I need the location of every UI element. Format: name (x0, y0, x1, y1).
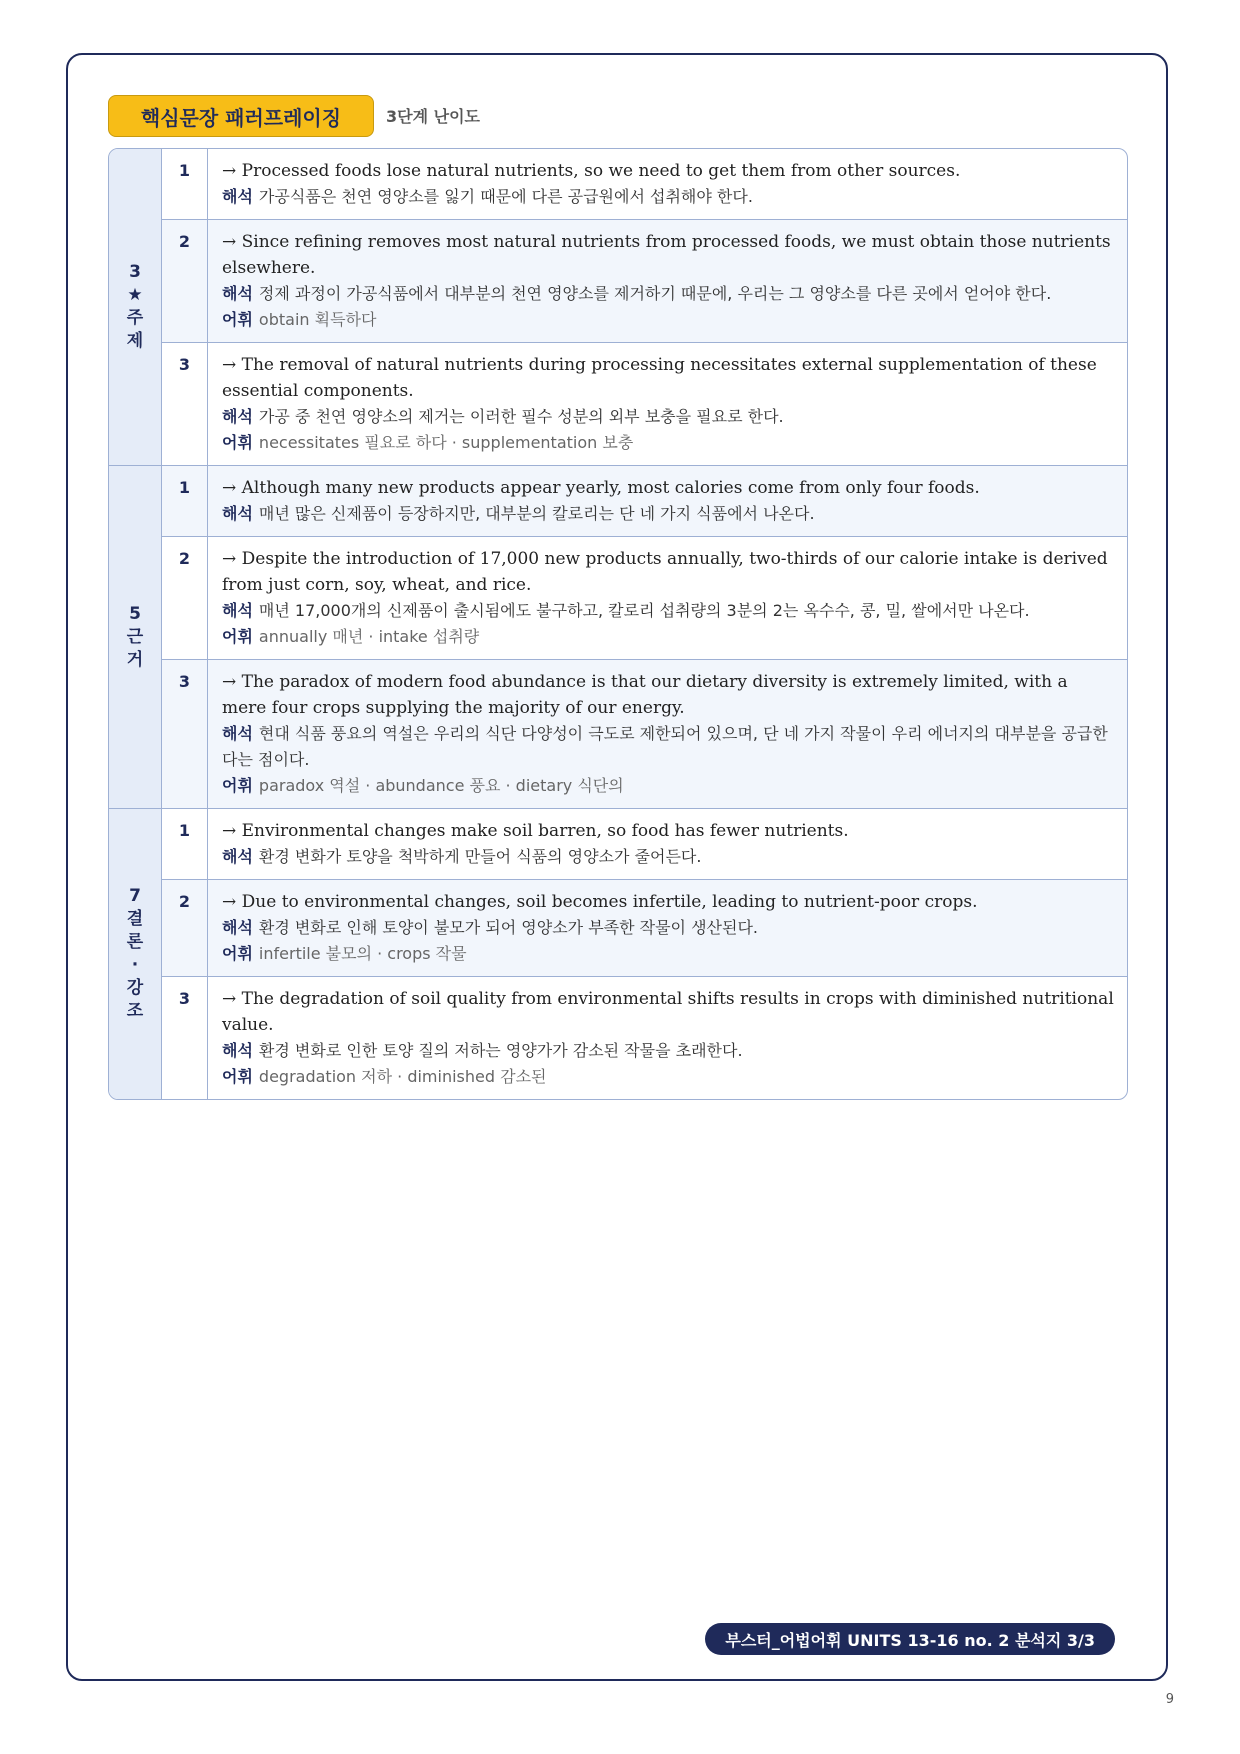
table-row (162, 660, 1127, 808)
row-number: 3 (162, 343, 208, 465)
table-row (162, 880, 1127, 977)
translation-line: 해석 환경 변화로 인해 토양이 불모가 되어 영양소가 부족한 작물이 생산된다. (222, 918, 759, 937)
vocab-line: 어휘 infertile 불모의 · crops 작물 (222, 944, 467, 963)
english-sentence: → The removal of natural nutrients during processing necessitates external supplementation of these essential components. (222, 355, 1097, 401)
english-sentence: → Environmental changes make soil barren, so food has fewer nutrients. (222, 821, 849, 841)
row-number: 2 (162, 880, 208, 976)
vocab-line: 어휘 paradox 역설 · abundance 풍요 · dietary 식단의 (222, 776, 624, 795)
english-sentence: → The degradation of soil quality from environmental shifts results in crops with diminished nutritional value. (222, 989, 1114, 1035)
english-sentence: → Due to environmental changes, soil becomes infertile, leading to nutrient-poor crops. (222, 892, 978, 912)
vocab-line: 어휘 obtain 획득하다 (222, 310, 377, 329)
table-row (162, 809, 1127, 880)
group-conclusion (109, 809, 1127, 1099)
row-number: 3 (162, 660, 208, 808)
vocab-line: 어휘 degradation 저하 · diminished 감소된 (222, 1067, 547, 1086)
table-row (162, 466, 1127, 537)
group-label: 5근거 (109, 466, 162, 808)
row-number: 1 (162, 466, 208, 536)
table-row (162, 149, 1127, 220)
vocab-line: 어휘 annually 매년 · intake 섭취량 (222, 627, 480, 646)
translation-line: 해석 현대 식품 풍요의 역설은 우리의 식단 다양성이 극도로 제한되어 있으며, 단 네 가지 작물이 우리 에너지의 대부분을 공급한다는 점이다. (222, 724, 1108, 769)
english-sentence: → Since refining removes most natural nutrients from processed foods, we must obtain those nutrients elsewhere. (222, 232, 1111, 278)
translation-line: 해석 환경 변화가 토양을 척박하게 만들어 식품의 영양소가 줄어든다. (222, 847, 702, 866)
difficulty-subtitle: 3단계 난이도 (386, 107, 480, 126)
paraphrase-table (108, 148, 1128, 1100)
row-number: 1 (162, 149, 208, 219)
group-topic (109, 149, 1127, 466)
footer-badge: 부스터_어법어휘 UNITS 13-16 no. 2 분석지 3/3 (705, 1623, 1115, 1655)
translation-line: 해석 가공식품은 천연 영양소를 잃기 때문에 다른 공급원에서 섭취해야 한다. (222, 187, 753, 206)
english-sentence: → Despite the introduction of 17,000 new products annually, two-thirds of our calorie intake is derived from just corn, soy, wheat, and rice. (222, 549, 1108, 595)
translation-line: 해석 정제 과정이 가공식품에서 대부분의 천연 영양소를 제거하기 때문에, 우리는 그 영양소를 다른 곳에서 얻어야 한다. (222, 284, 1052, 303)
table-row (162, 343, 1127, 465)
table-row (162, 537, 1127, 660)
translation-line: 해석 매년 17,000개의 신제품이 출시됨에도 불구하고, 칼로리 섭취량의 3분의 2는 옥수수, 콩, 밀, 쌀에서만 나온다. (222, 601, 1030, 620)
table-row (162, 220, 1127, 343)
row-number: 2 (162, 537, 208, 659)
row-number: 1 (162, 809, 208, 879)
vocab-line: 어휘 necessitates 필요로 하다 · supplementation 보충 (222, 433, 634, 452)
english-sentence: → Processed foods lose natural nutrients, so we need to get them from other sources. (222, 161, 961, 181)
row-number: 2 (162, 220, 208, 342)
english-sentence: → The paradox of modern food abundance is that our dietary diversity is extremely limited, with a mere four crops supplying the majority of our energy. (222, 672, 1068, 718)
translation-line: 해석 가공 중 천연 영양소의 제거는 이러한 필수 성분의 외부 보충을 필요로 한다. (222, 407, 784, 426)
section-title-badge: 핵심문장 패러프레이징 (108, 95, 374, 137)
group-label: 7결론·강조 (109, 809, 162, 1099)
group-evidence (109, 466, 1127, 809)
english-sentence: → Although many new products appear yearly, most calories come from only four foods. (222, 478, 980, 498)
group-label: 3★주제 (109, 149, 162, 465)
page-number: 9 (1165, 1692, 1174, 1707)
row-number: 3 (162, 977, 208, 1099)
translation-line: 해석 환경 변화로 인한 토양 질의 저하는 영양가가 감소된 작물을 초래한다. (222, 1041, 743, 1060)
translation-line: 해석 매년 많은 신제품이 등장하지만, 대부분의 칼로리는 단 네 가지 식품에서 나온다. (222, 504, 815, 523)
table-row (162, 977, 1127, 1099)
